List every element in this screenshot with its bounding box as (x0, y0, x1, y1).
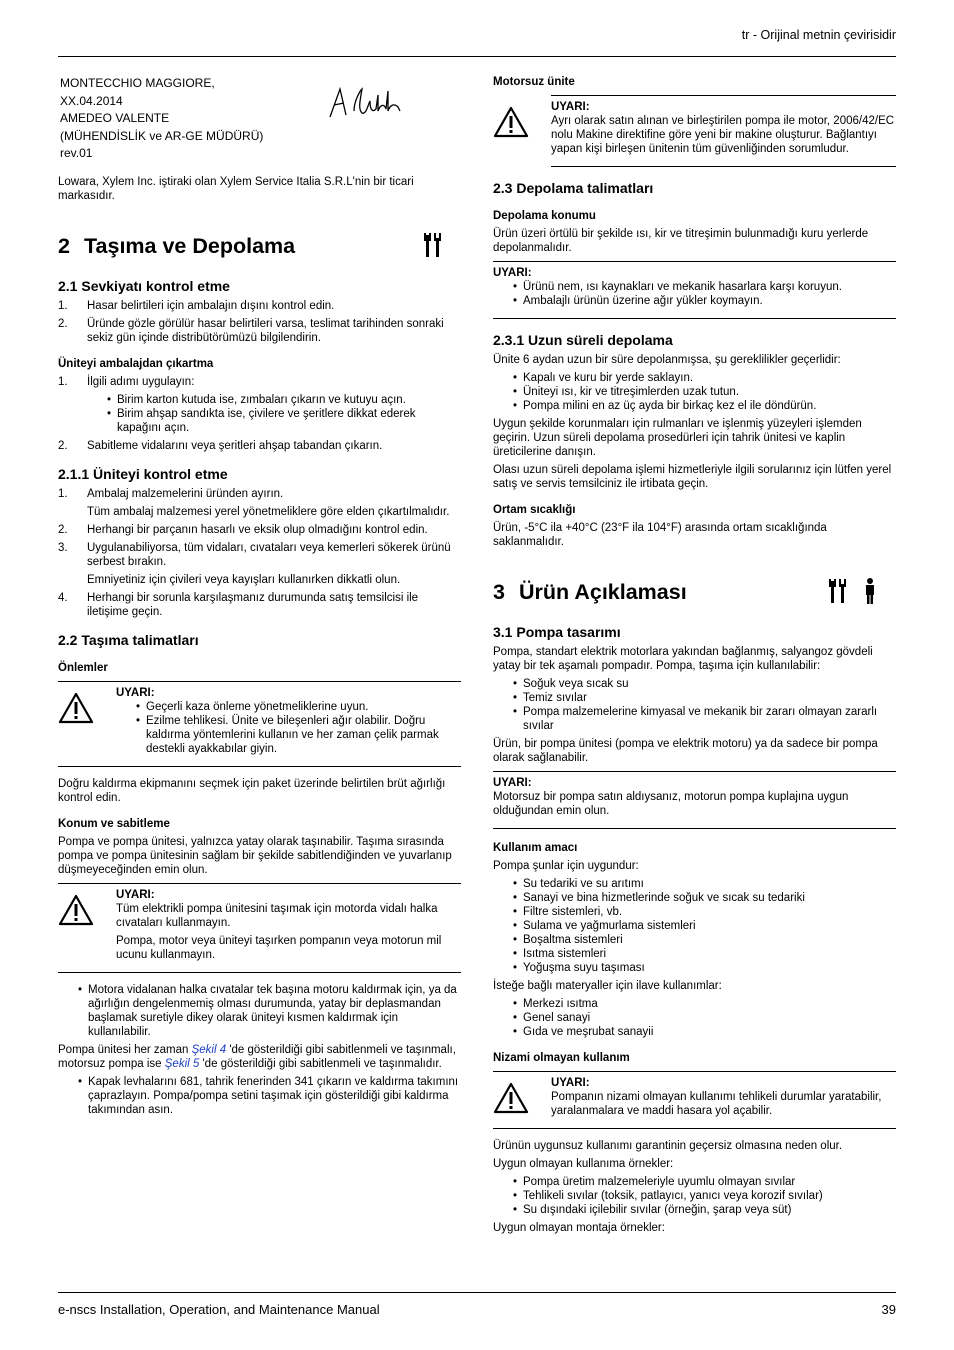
bullet-item: • Su dışındaki içilebilir sıvılar (örneğin, şarap veya süt) (513, 1203, 896, 1217)
subheading: Önlemler (58, 662, 108, 674)
subheading: Kullanım amacı (493, 842, 578, 854)
paragraph: Motorsuz bir pompa satın aldıysanız, motorun pompa kuplajına uygun olduğundan emin olun. (493, 791, 849, 817)
paragraph: Pompa şunlar için uygundur: (493, 860, 639, 872)
page-header (58, 0, 896, 57)
paragraph: Pompa ve pompa ünitesi, yalnızca yatay olarak taşınabilir. Taşıma sırasında pompa ve pompa ünitesinin sağlam bir şekilde sabitlendiğinden ve yuvarlanıp düşmeyeceğinden emin olun. (58, 836, 452, 876)
bullet-item: • Genel sanayi (513, 1011, 896, 1025)
subheading: Ortam sıcaklığı (493, 504, 576, 516)
chapter-heading: 3 Ürün Açıklaması (493, 579, 896, 605)
list-item: 2. Üründe gözle görülür hasar belirtileri varsa, teslimat tarihinden sonraki sekiz gün içinde distribütörümüzü bilgilendirin. (58, 318, 444, 344)
page-number: 39 (881, 1302, 896, 1317)
paragraph: Ürünün uygunsuz kullanımı garantinin geçersiz olmasına neden olur. (493, 1140, 843, 1152)
subheading: Motorsuz ünite (493, 76, 575, 88)
tools-icon (424, 231, 442, 259)
paragraph: Pompanın nizami olmayan kullanımı tehlikeli durumlar yaratabilir, yaralanmalara ve maddi hasara yol açabilir. (551, 1091, 882, 1117)
warning-icon (493, 1082, 529, 1114)
bullet-item: • Isıtma sistemleri (513, 947, 896, 961)
paragraph: Pompa, motor veya üniteyi taşırken pompanın veya motorun mil ucunu kullanmayın. (116, 935, 442, 961)
section-heading: 3.1 Pompa tasarımı (493, 624, 621, 640)
list-item: 1. Hasar belirtileri için ambalajın dışını kontrol edin. (58, 300, 335, 312)
chapter-heading: 2 Taşıma ve Depolama (58, 233, 461, 259)
warning-box (493, 261, 896, 319)
bullet-item: • Merkezi ısıtma (513, 997, 896, 1011)
warning-box (551, 95, 896, 167)
warning-box (493, 771, 896, 829)
section-heading: 2.3 Depolama talimatları (493, 180, 654, 196)
bullet-item: • Sanayi ve bina hizmetlerinde soğuk ve sıcak su tedariki (513, 891, 896, 905)
section-heading: 2.1 Sevkiyatı kontrol etme (58, 278, 230, 294)
warning-label: UYARI: (493, 777, 532, 789)
warning-icon (493, 106, 529, 138)
bullet-item: • Kapalı ve kuru bir yerde saklayın. (513, 371, 896, 385)
bullet-item: • Üniteyi ısı, kir ve titreşimlerden uzak tutun. (513, 385, 896, 399)
paragraph: Olası uzun süreli depolama işlemi hizmetleriyle ilgili sorularınız için lütfen yerel satış ve servis temsilciniz ile irtibata geçin. (493, 464, 892, 490)
subheading: Üniteyi ambalajdan çıkartma (58, 358, 214, 370)
sig-line: rev.01 (60, 146, 93, 160)
bullet-item: • Ürünü nem, ısı kaynakları ve mekanik hasarlara karşı koruyun. (513, 280, 896, 294)
bullet-item: • Birim ahşap sandıkta ise, çivilere ve şeritlere dikkat ederek kapağını açın. (107, 407, 461, 435)
warning-box (58, 681, 461, 767)
bullet-item: • Boşaltma sistemleri (513, 933, 896, 947)
paragraph: Ürün, bir pompa ünitesi (pompa ve elektrik motoru) ya da sadece bir pompa olarak sağlanabilir. (493, 738, 878, 764)
handwritten-signature (328, 81, 408, 121)
bullet-item: • Filtre sistemleri, vb. (513, 905, 896, 919)
warning-label: UYARI: (116, 889, 155, 901)
bullet-item: • Kapak levhalarını 681, tahrik fenerinden 341 çıkarın ve kaldırma takımını çaprazlayın. Pompa/pompa setini taşımak için gösterildiği gibi kaldırma takımından asın. (78, 1075, 461, 1117)
paragraph: Uygun şekilde korunmaları için rulmanları ve işlenmiş yüzeyleri işlemden geçirin. Uzun süreli depolama prosedürleri için tahrik ünitesi ve kaplin üreticilerine danışın. (493, 418, 862, 458)
list-item: 3. Uygulanabiliyorsa, tüm vidaları, cıvataları veya kemerleri sökerek ürünü serbest bırakın. (58, 542, 451, 568)
paragraph: Doğru kaldırma ekipmanını seçmek için paket üzerinde belirtilen brüt ağırlığı kontrol edin. (58, 778, 446, 804)
bullet-item: • Ezilme tehlikesi. Ünite ve bileşenleri ağır olabilir. Doğru kaldırma yöntemlerini kullanın ve her zaman çelik parmak destekli ayakkabılar giyin. (136, 714, 461, 756)
figure-link[interactable]: Şekil 5 (164, 1058, 200, 1070)
warning-label: UYARI: (551, 1077, 590, 1089)
section-heading: 2.3.1 Uzun süreli depolama (493, 332, 673, 348)
signature-block (58, 75, 461, 175)
bullet-item: • Ambalajlı ürünün üzerine ağır yükler koymayın. (513, 294, 896, 308)
bullet-item: • Birim karton kutuda ise, zımbaları çıkarın ve kutuyu açın. (107, 393, 461, 407)
sig-line: MONTECCHIO MAGGIORE, (60, 76, 215, 90)
bullet-item: • Pompa üretim malzemeleriyle uyumlu olmayan sıvılar (513, 1175, 896, 1189)
person-icon (863, 577, 877, 605)
bullet-item: • Geçerli kaza önleme yönetmeliklerine uyun. (136, 700, 461, 714)
bullet-item: • Sulama ve yağmurlama sistemleri (513, 919, 896, 933)
warning-icon (58, 894, 94, 926)
list-item: 2. Herhangi bir parçanın hasarlı ve eksik olup olmadığını kontrol edin. (58, 524, 428, 536)
bullet-item: • Soğuk veya sıcak su (513, 677, 896, 691)
paragraph: Uygun olmayan montaja örnekler: (493, 1222, 665, 1234)
left-column (58, 75, 461, 1121)
bullet-item: • Pompa milini en az üç ayda bir birkaç kez el ile döndürün. (513, 399, 896, 413)
warning-label: UYARI: (551, 101, 590, 113)
sig-line: (MÜHENDİSLİK ve AR-GE MÜDÜRÜ) (60, 128, 264, 143)
paragraph: Pompa ünitesi her zaman Şekil 4 'de gösterildiği gibi sabitlenmeli ve taşınmalı, motorsuz pompa ise Şekil 5 'de gösterildiği gibi sabitlenmeli ve taşınmalıdır. (58, 1044, 456, 1070)
bullet-item: • Yoğuşma suyu taşıması (513, 961, 896, 975)
list-item: 4. Herhangi bir sorunla karşılaşmanız durumunda satış temsilcisi ile iletişime geçin. (58, 592, 419, 618)
bullet-item: • Motora vidalanan halka cıvatalar tek başına motoru kaldırmak için, ya da ağırlığın dengelenmemiş olması durumunda, yatay bir deplasmandan başlamak suretiyle dikey olarak üniteyi kısmen kaldırmak için kullanılabilir. (78, 983, 461, 1039)
right-column (493, 75, 896, 1239)
warning-icon (58, 692, 94, 724)
warning-label: UYARI: (493, 267, 532, 279)
warning-label: UYARI: (116, 687, 155, 699)
bullet-item: • Pompa malzemelerine kimyasal ve mekanik bir zararı olmayan zararlı sıvılar (513, 705, 896, 733)
page-footer (58, 1292, 896, 1317)
list-item: 1. İlgili adımı uygulayın: (58, 376, 195, 388)
subheading: Depolama konumu (493, 210, 596, 222)
warning-box (58, 883, 461, 973)
bullet-item: • Tehlikeli sıvılar (toksik, patlayıcı, yanıcı veya korozif sıvılar) (513, 1189, 896, 1203)
subheading: Nizami olmayan kullanım (493, 1052, 630, 1064)
header-text: tr - Orijinal metnin çevirisidir (741, 28, 896, 42)
section-heading: 2.1.1 Üniteyi kontrol etme (58, 466, 228, 482)
paragraph: Tüm elektrikli pompa ünitesini taşımak için motorda vidalı halka cıvataları kullanmayın. (116, 903, 438, 929)
bullet-item: • Su tedariki ve su arıtımı (513, 877, 896, 891)
bullet-item: • Temiz sıvılar (513, 691, 896, 705)
bullet-item: • Gıda ve meşrubat sanayii (513, 1025, 896, 1039)
list-item: 1. Ambalaj malzemelerini üründen ayırın. (58, 488, 284, 500)
sig-line: AMEDEO VALENTE (60, 111, 170, 125)
paragraph: Pompa, standart elektrik motorlara yakından bağlanmış, salyangoz gövdeli yatay bir tek aşamalı pompadır. Pompa, taşıma için kullanılabilir: (493, 646, 873, 672)
section-heading: 2.2 Taşıma talimatları (58, 632, 199, 648)
list-item-note: Tüm ambalaj malzemesi yerel yönetmeliklere göre elden çıkartılmalıdır. (87, 506, 450, 518)
figure-link[interactable]: Şekil 4 (191, 1044, 227, 1056)
warning-box (493, 1071, 896, 1129)
tools-icon (829, 577, 847, 605)
list-item: 2. Sabitleme vidalarını veya şeritleri ahşap tabandan çıkarın. (58, 440, 383, 452)
paragraph: Uygun olmayan kullanıma örnekler: (493, 1158, 674, 1170)
footer-title: e-nscs Installation, Operation, and Maintenance Manual (58, 1302, 380, 1317)
paragraph: İsteğe bağlı materyaller için ilave kullanımlar: (493, 980, 722, 992)
paragraph: Ünite 6 aydan uzun bir süre depolanmışsa, şu gereklilikler geçerlidir: (493, 354, 841, 366)
lowara-note: Lowara, Xylem Inc. iştiraki olan Xylem Service Italia S.R.L'nin bir ticari markasıdır. (58, 176, 414, 202)
list-item-note: Emniyetiniz için çivileri veya kayışları kullanırken dikkatli olun. (87, 574, 401, 586)
subheading: Konum ve sabitleme (58, 818, 170, 830)
paragraph: Ayrı olarak satın alınan ve birleştirilen pompa ile motor, 2006/42/EC nolu Makine direktifine göre yeni bir makine oluşturur. Bağlantıyı yapan kişi birleşen ünitenin tüm güvenliğinden sorumludur. (551, 115, 895, 155)
sig-line: XX.04.2014 (60, 93, 123, 108)
paragraph: Ürün, -5°C ila +40°C (23°F ila 104°F) arasında ortam sıcaklığında saklanmalıdır. (493, 522, 827, 548)
paragraph: Ürün üzeri örtülü bir şekilde ısı, kir ve titreşimin bulunmadığı kuru yerlerde depolanmalıdır. (493, 228, 869, 254)
